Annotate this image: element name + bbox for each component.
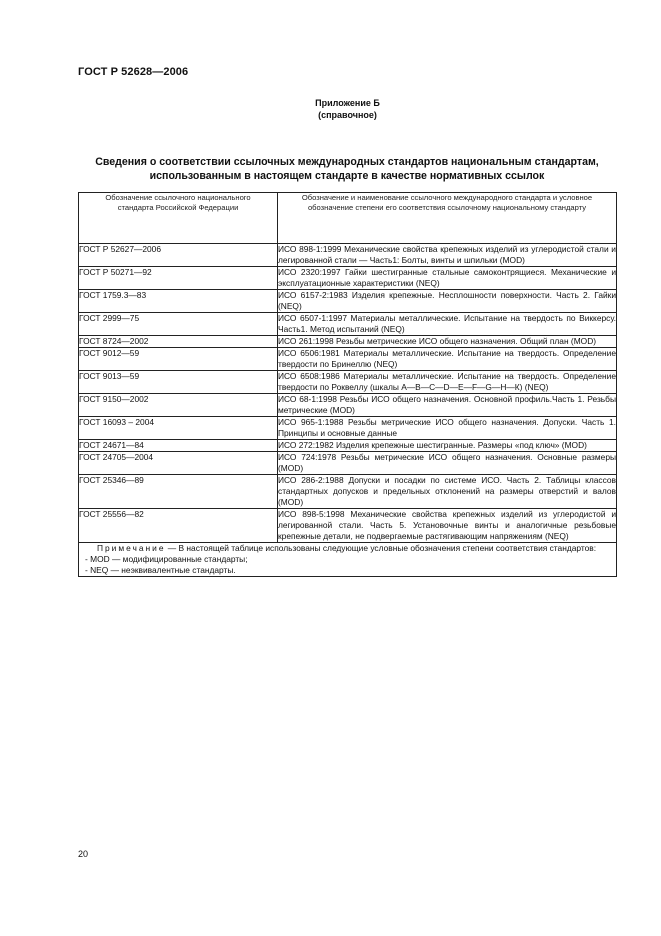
page-number: 20 xyxy=(78,849,89,859)
column-header-international xyxy=(278,193,617,244)
table-row xyxy=(79,440,617,452)
national-standard-cell: ГОСТ 9012—59 xyxy=(79,348,278,371)
table-note-row xyxy=(79,543,617,577)
national-standard-cell: ГОСТ 8724—2002 xyxy=(79,336,278,348)
national-standard-cell: ГОСТ 2999—75 xyxy=(79,313,278,336)
international-standard-cell: ИСО 898-5:1998 Механические свойства крепежных изделий из углеродистой и легированной стали. Часть 5. Установочные винты и аналогичные резьбовые крепежные детали, не подвергаемые растягивающим напряжениям (NEQ) xyxy=(278,509,616,541)
annex-block xyxy=(0,97,661,121)
table-row xyxy=(79,267,617,290)
table-row xyxy=(79,417,617,440)
note-text: — В настоящей таблице использованы следующие условные обозначения степени соответствия стандартов: xyxy=(165,543,597,553)
international-standard-cell: ИСО 2320:1997 Гайки шестигранные стальные самоконтрящиеся. Механические и эксплуатационные характеристики (NEQ) xyxy=(278,267,616,288)
national-standard-cell: ГОСТ 25346—89 xyxy=(79,475,278,509)
national-standard-cell: ГОСТ 24671—84 xyxy=(79,440,278,452)
references-table xyxy=(78,192,617,577)
note-item-neq: - NEQ — неэквивалентные стандарты. xyxy=(85,565,236,575)
table-row xyxy=(79,394,617,417)
note-item-mod: - MOD — модифицированные стандарты; xyxy=(85,554,248,564)
table-row xyxy=(79,452,617,475)
heading-line-2: использованным в настоящем стандарте в качестве нормативных ссылок xyxy=(149,170,545,182)
table-heading xyxy=(78,155,616,183)
international-standard-cell: ИСО 6157-2:1983 Изделия крепежные. Несплошности поверхности. Часть 2. Гайки (NEQ) xyxy=(278,290,616,311)
national-standard-cell: ГОСТ 25556—82 xyxy=(79,509,278,543)
heading-line-1: Сведения о соответствии ссылочных международных стандартов национальным стандартам, xyxy=(95,156,599,168)
national-standard-cell: ГОСТ 16093 – 2004 xyxy=(79,417,278,440)
international-standard-cell: ИСО 6506:1981 Материалы металлические. Испытание на твердость. Определение твердости по Бринеллю (NEQ) xyxy=(278,348,616,369)
international-standard-cell: ИСО 6507-1:1997 Материалы металлические. Испытание на твердость по Виккерсу. Часть1. Метод испытаний (NEQ) xyxy=(278,313,616,334)
table-row xyxy=(79,336,617,348)
table-row xyxy=(79,371,617,394)
national-standard-cell: ГОСТ 9150—2002 xyxy=(79,394,278,417)
table-row xyxy=(79,475,617,509)
international-standard-cell: ИСО 286-2:1988 Допуски и посадки по системе ИСО. Часть 2. Таблицы классов стандартных допусков и предельных отклонений на размеры отверстий и валов (MOD) xyxy=(278,475,616,507)
document-code: ГОСТ Р 52628—2006 xyxy=(78,66,189,78)
column-header-international-text: Обозначение и наименование ссылочного международного стандарта и условное обозначение степени его соответствия ссылочному национальному стандарту xyxy=(301,193,593,212)
column-header-national-text: Обозначение ссылочного национального стандарта Российской Федерации xyxy=(105,193,251,212)
table-row xyxy=(79,290,617,313)
table-header-row xyxy=(79,193,617,244)
international-standard-cell: ИСО 6508:1986 Материалы металлические. Испытание на твердость. Определение твердости по Роквеллу (шкалы А—В—С—D—Е—F—G—Н—К) (NEQ) xyxy=(278,371,616,392)
national-standard-cell: ГОСТ Р 50271—92 xyxy=(79,267,278,290)
note-intro xyxy=(79,543,616,554)
table-row xyxy=(79,313,617,336)
table-row xyxy=(79,244,617,267)
column-header-national xyxy=(79,193,278,244)
national-standard-cell: ГОСТ 9013—59 xyxy=(79,371,278,394)
national-standard-cell: ГОСТ 1759.3—83 xyxy=(79,290,278,313)
table-note xyxy=(79,543,617,577)
international-standard-cell: ИСО 68-1:1998 Резьбы ИСО общего назначения. Основной профиль.Часть 1. Резьбы метрические (MOD) xyxy=(278,394,616,415)
international-standard-cell: ИСО 724:1978 Резьбы метрические ИСО общего назначения. Основные размеры (MOD) xyxy=(278,452,616,473)
international-standard-cell: ИСО 261:1998 Резьбы метрические ИСО общего назначения. Общий план (MOD) xyxy=(278,336,617,348)
national-standard-cell: ГОСТ Р 52627—2006 xyxy=(79,244,278,267)
table-row xyxy=(79,348,617,371)
international-standard-cell: ИСО 965-1:1988 Резьбы метрические ИСО общего назначения. Допуски. Часть 1. Принципы и основные данные xyxy=(278,417,616,438)
international-standard-cell: ИСО 272:1982 Изделия крепежные шестигранные. Размеры «под ключ» (MOD) xyxy=(278,440,617,452)
international-standard-cell: ИСО 898-1:1999 Механические свойства крепежных изделий из углеродистой стали и легированной стали — Часть1: Болты, винты и шпильки (MOD) xyxy=(278,244,616,265)
table-row xyxy=(79,509,617,543)
annex-title: Приложение Б xyxy=(315,98,380,108)
note-label: Примечание xyxy=(97,543,166,553)
national-standard-cell: ГОСТ 24705—2004 xyxy=(79,452,278,475)
annex-kind: (справочное) xyxy=(318,110,377,120)
